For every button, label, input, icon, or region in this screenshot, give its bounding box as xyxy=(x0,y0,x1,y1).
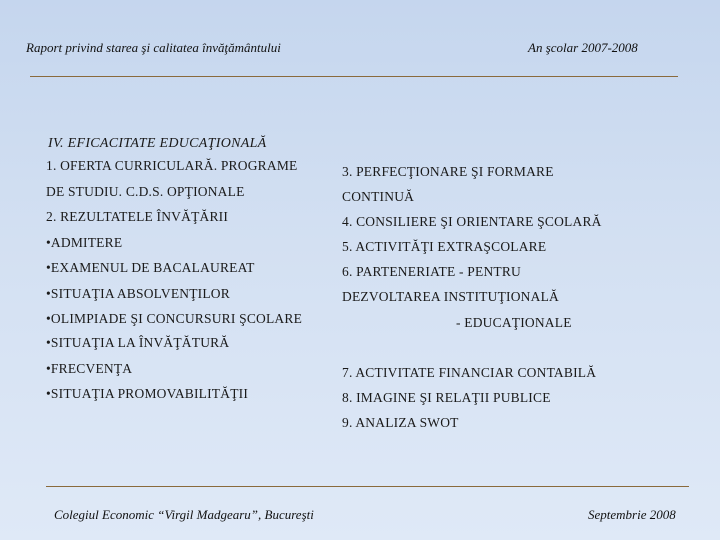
list-item-olimpiade: •OLIMPIADE ŞI CONCURSURI ŞCOLARE xyxy=(46,311,303,326)
list-item-extrascolare: 5. ACTIVITĂŢI EXTRAŞCOLARE xyxy=(342,239,547,254)
footer-school-name: Colegiul Economic “Virgil Madgearu”, Bucureşti xyxy=(54,507,314,522)
list-item-situatia-invatatura: •SITUAŢIA LA ÎNVĂŢĂTURĂ xyxy=(46,335,230,350)
footer-divider xyxy=(46,486,689,487)
list-item-perfectionare: 3. PERFECŢIONARE ŞI FORMARE xyxy=(342,164,554,179)
footer-date: Septembrie 2008 xyxy=(588,507,676,522)
header-divider xyxy=(30,76,678,77)
header-report-title: Raport privind starea şi calitatea învăţământului xyxy=(26,40,281,55)
list-item-admitere: •ADMITERE xyxy=(46,235,123,250)
list-item-absolventi: •SITUAŢIA ABSOLVENŢILOR xyxy=(46,286,230,301)
list-item-bacalaureat: •EXAMENUL DE BACALAUREAT xyxy=(46,260,255,275)
list-item-parteneriate: 6. PARTENERIATE - PENTRU xyxy=(342,264,521,279)
list-item-frecventa: •FRECVENŢA xyxy=(46,361,133,376)
list-item-oferta-curriculara: 1. OFERTA CURRICULARĂ. PROGRAME xyxy=(46,158,298,173)
list-item-perfectionare-cont: CONTINUĂ xyxy=(342,189,415,204)
list-item-consiliere: 4. CONSILIERE ŞI ORIENTARE ŞCOLARĂ xyxy=(342,214,602,229)
list-item-educationale: - EDUCAŢIONALE xyxy=(456,315,572,330)
list-item-promovabilitate: •SITUAŢIA PROMOVABILITĂŢII xyxy=(46,386,249,401)
list-item-financiar-contabila: 7. ACTIVITATE FINANCIAR CONTABILĂ xyxy=(342,365,597,380)
list-item-analiza-swot: 9. ANALIZA SWOT xyxy=(342,415,459,430)
section-title: IV. EFICACITATE EDUCAŢIONALĂ xyxy=(48,136,267,151)
list-item-rezultatele-invatarii: 2. REZULTATELE ÎNVĂŢĂRII xyxy=(46,209,229,224)
list-item-dezvoltare-institutionala: DEZVOLTAREA INSTITUŢIONALĂ xyxy=(342,289,559,304)
list-item-oferta-curriculara-cont: DE STUDIU. C.D.S. OPŢIONALE xyxy=(46,184,245,199)
list-item-imagine-relatii: 8. IMAGINE ŞI RELAŢII PUBLICE xyxy=(342,390,551,405)
header-school-year: An şcolar 2007-2008 xyxy=(528,40,638,55)
